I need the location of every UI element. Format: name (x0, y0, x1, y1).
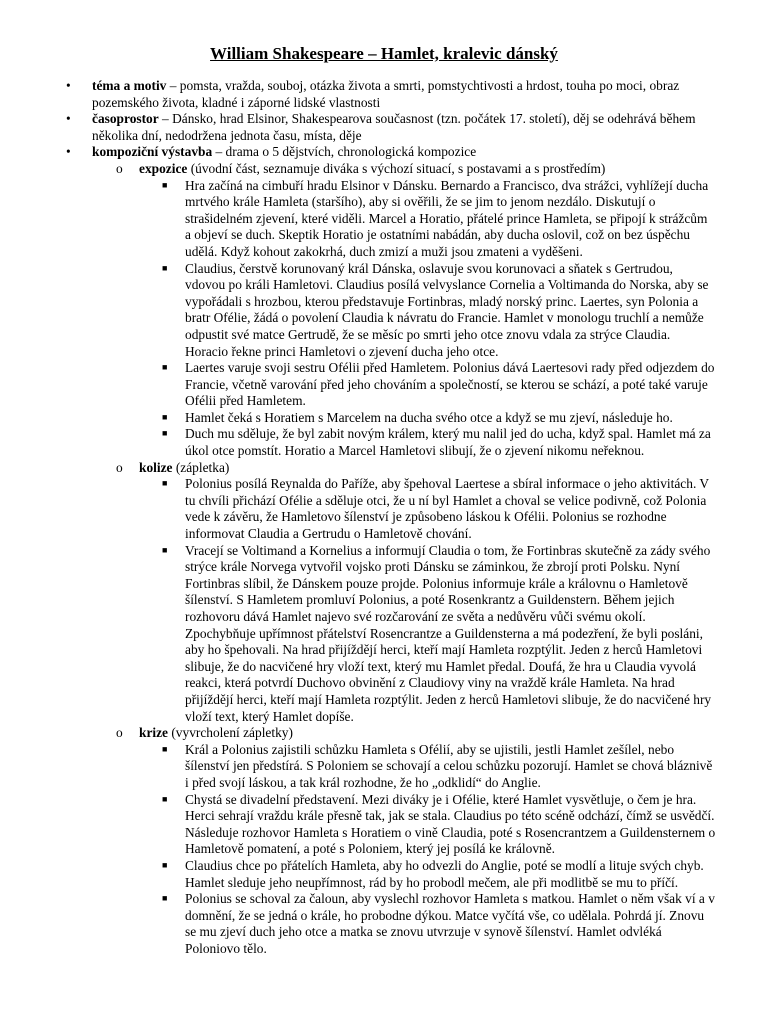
square-marker: ■ (162, 743, 168, 754)
square-marker: ■ (162, 544, 168, 555)
intro-text: – pomsta, vražda, souboj, otázka života a smrti, pomstychtivosti a hrdost, touha po moci, obraz pozemského života, kladné i záporné lidské vlastnosti (92, 78, 680, 110)
outline-list (0, 78, 768, 957)
bullet-marker: • (66, 144, 71, 160)
intro-term: časoprostor (92, 111, 159, 127)
paragraph-text: Duch mu sděluje, že byl zabit novým králem, který mu nalil jed do ucha, když spal. Hamlet má za úkol otce pomstít. Horatio a Marcel Hamletovi slibují, že o zjevení nikomu neřeknou. (185, 426, 711, 459)
square-marker: ■ (162, 428, 168, 439)
paragraph-text: Vracejí se Voltimand a Kornelius a informují Claudia o tom, že Fortinbras skutečně za zády svého strýce krále Norvega vytvořil vojsko proti Dánsku se záminkou, že zbrojí proti Polsku. Nyní Fortinbras slíbil, že Dánskem pouze projde. Polonius informuje krále a královnu o Hamletově šílenství. S Hamletem promluví Polonius, a poté Rosenkrantz a Guildenstern. Během jejich rozhovoru dává Hamlet najevo své rozčarování ze světa a nedůvěru vůči svému okolí. Zpochybňuje upřímnost přátelství Rosencrantze a Guildensterna a má podezření, že byli posláni, aby ho špehovali. Na hrad přijíždějí herci, kteří mají Hamleta rozptýlit. Jeden z herců Hamletovi slibuje, že do nacvičené hry vloží text, který mu Hamlet předal. Doufá, že hra u Claudia vyvolá reakci, která potvrdí Duchovo obvinění z Claudiovy viny na vraždě krále Hamleta. Na hrad přijíždějí herci, kteří mají Hamleta rozptýlit. Jeden z herců Hamletovi slibuje, že do nacvičené hry vloží text, který Hamlet dopíše. (185, 542, 712, 724)
paragraph-list (139, 178, 718, 460)
document-title: William Shakespeare – Hamlet, kralevic dánský (210, 44, 558, 63)
section-text: (úvodní část, seznamuje diváka s výchozí situací, s postavami a s prostředím) (187, 160, 606, 176)
section-krize (0, 725, 768, 957)
square-marker: ■ (162, 478, 168, 489)
intro-item (0, 111, 768, 144)
paragraph-text: Polonius posílá Reynalda do Paříže, aby špehoval Laertese a sbíral informace o jeho aktivitách. V tu chvíli přichází Ofélie a sděluje otci, že u ní byl Hamlet a choval se velice podivně, což Polonia vede k závěru, že Hamletovo šílenství je způsobeno láskou k Ofélii. Polonius se rozhodne informovat Claudia a Gertrudu o Hamletově chování. (185, 476, 709, 542)
intro-term: kompoziční výstavba (92, 144, 213, 160)
paragraph-item (0, 891, 768, 957)
square-marker: ■ (162, 362, 168, 373)
circle-marker: o (116, 459, 123, 475)
paragraph-text: Hra začíná na cimbuří hradu Elsinor v Dánsku. Bernardo a Francisco, dva strážci, vyhlížejí ducha mrtvého krále Hamleta (staršího), aby si ověřili, že se jim to jenom nezdálo. Diskutují o strašidelném zjevení, které viděli. Marcel a Horatio, přátelé prince Hamleta, se připojí k strážcům a objeví se duch. Skeptik Horatio je ostatními nabádán, aby ducha oslovil, což on bez úspěchu udělá. Když kohout zakokrhá, duch zmizí a muži jsou zmateni a vyděšeni. (185, 177, 709, 259)
paragraph-item (0, 261, 768, 361)
paragraph-list (139, 742, 718, 958)
intro-item (0, 144, 768, 957)
square-marker: ■ (162, 893, 168, 904)
intro-term: téma a motiv (92, 78, 167, 93)
section-kolize (0, 460, 768, 726)
paragraph-item (0, 360, 768, 410)
intro-text: – Dánsko, hrad Elsinor, Shakespearova současnost (tzn. počátek 17. století), děj se odehrává během několika dní, nedodržena jednota času, místa, děje (92, 111, 696, 143)
paragraph-item (0, 476, 768, 542)
paragraph-item (0, 792, 768, 858)
intro-text: – drama o 5 dějstvích, chronologická kompozice (212, 144, 477, 160)
circle-marker: o (116, 160, 123, 176)
paragraph-text: Chystá se divadelní představení. Mezi diváky je i Ofélie, které Hamlet vysvětluje, o čem je hra. Herci sehrají vraždu krále přesně tak, jak se stala. Claudius po této scéně odchází, čímž se usvědčí. Následuje rozhovor Hamleta s Horatiem o vině Claudia, poté s Rosencrantzem a Guildensternem o Hamletově pomatení, a poté s Poloniem, který jej posílá ke královně. (185, 791, 716, 857)
section-text: (vyvrcholení zápletky) (168, 725, 293, 741)
paragraph-item (0, 426, 768, 459)
paragraph-text: Laertes varuje svoji sestru Ofélii před Hamletem. Polonius dává Laertesovi rady před odjezdem do Francie, včetně varování před jeho chováním a společností, se kterou se schází, a poté také varuje Ofélii před Hamletem. (185, 360, 715, 409)
square-marker: ■ (162, 859, 168, 870)
bullet-marker: • (66, 78, 71, 93)
section-term: krize (139, 725, 168, 741)
paragraph-text: Claudius chce po přátelích Hamleta, aby ho odvezli do Anglie, poté se modlí a lituje svých chyb. Hamlet sleduje jeho neupřímnost, rád by ho probodl mečem, ale při modlitbě se mu to příčí. (185, 857, 704, 890)
intro-item (0, 78, 768, 111)
section-term: expozice (139, 160, 188, 176)
square-marker: ■ (162, 411, 168, 422)
paragraph-text: Hamlet čeká s Horatiem s Marcelem na ducha svého otce a když se mu zjeví, následuje ho. (185, 409, 673, 425)
section-expozice (0, 161, 768, 460)
paragraph-item (0, 178, 768, 261)
paragraph-item (0, 742, 768, 792)
paragraph-item (0, 410, 768, 427)
paragraph-item (0, 858, 768, 891)
paragraph-text: Král a Polonius zajistili schůzku Hamleta s Ofélií, aby se ujistili, jestli Hamlet zešílel, nebo šílenství jen předstírá. S Poloniem se schovají a celou schůzku pozorují. Hamlet se chová bláznivě i před svojí láskou, a tak král rozhodne, že ho „odklidí“ do Anglie. (185, 741, 713, 790)
section-list (92, 161, 718, 958)
paragraph-text: Polonius se schoval za čaloun, aby vyslechl rozhovor Hamleta s matkou. Hamlet o něm však ví a v domnění, že se jedná o krále, ho probodne dýkou. Matce vyčítá vše, co udělala. Pohrdá jí. Znovu se mu zjeví duch jeho otce a matka se znovu utvrzuje v synově šílenství. Hamlet odvléká Poloniovo tělo. (185, 891, 715, 956)
paragraph-list (139, 476, 718, 725)
square-marker: ■ (162, 262, 168, 273)
section-term: kolize (139, 459, 173, 475)
paragraph-item (0, 543, 768, 726)
section-text: (zápletka) (172, 459, 230, 475)
bullet-marker: • (66, 111, 71, 127)
square-marker: ■ (162, 179, 168, 190)
square-marker: ■ (162, 793, 168, 804)
paragraph-text: Claudius, čerstvě korunovaný král Dánska, oslavuje svou korunovaci a sňatek s Gertrudou, vdovou po králi Hamletovi. Claudius posílá velvyslance Cornelia a Voltimanda do Norska, aby se vypořádali s hrozbou, kterou představuje Fortinbras, mladý norský princ. Laertes, syn Polonia a bratr Ofélie, žádá o povolení Claudia k návratu do Francie. Hamlet v monologu truchlí a nemůže odpustit své matce Gertrudě, že se měsíc po smrti jeho otce znovu vdala za strýce Claudia. Horacio řekne princi Hamletovi o zjevení ducha jeho otce. (185, 260, 709, 359)
circle-marker: o (116, 725, 123, 741)
